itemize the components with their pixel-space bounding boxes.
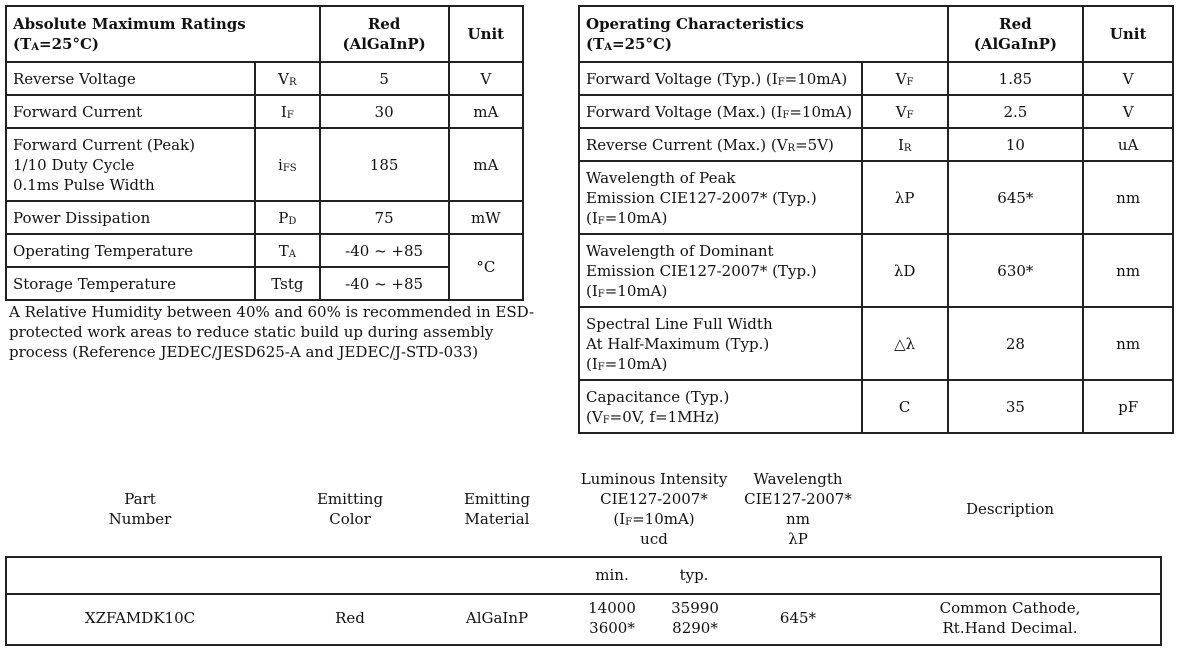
symbol: C xyxy=(862,380,948,433)
value: 1.85 xyxy=(948,62,1084,95)
description: Common Cathode, Rt.Hand Decimal. xyxy=(939,599,1081,637)
param-label: Wavelength of Peak Emission CIE127-2007* (Typ.) $(I_F=10mA)$ xyxy=(579,161,862,234)
operating-characteristics-table xyxy=(578,5,1174,434)
table-row xyxy=(579,380,1173,433)
unit: uA xyxy=(1083,128,1173,161)
header-part-number: Part Number xyxy=(108,490,172,528)
oc-title: Operating Characteristics xyxy=(586,15,805,33)
amr-title: Absolute Maximum Ratings xyxy=(13,15,246,33)
value: 35 xyxy=(948,380,1084,433)
amr-header-title xyxy=(6,6,320,62)
symbol: $i_{FS}$ xyxy=(255,128,319,201)
table-row xyxy=(6,128,523,201)
symbol: λD xyxy=(862,234,948,307)
luminous-min: 14000 3600* xyxy=(588,599,636,637)
table-row xyxy=(579,234,1173,307)
symbol: $I_R$ xyxy=(862,128,948,161)
param-label: Capacitance (Typ.) ($V_F=0V$, f=1MHz) xyxy=(579,380,862,433)
param-label: Reverse Voltage xyxy=(6,62,255,95)
amr-header-unit: Unit xyxy=(449,6,523,62)
table-row xyxy=(6,95,523,128)
symbol: △λ xyxy=(862,307,948,380)
oc-header-title xyxy=(579,6,948,62)
value: 28 xyxy=(948,307,1084,380)
param-label: Storage Temperature xyxy=(6,267,255,300)
part-number: XZFAMDK10C xyxy=(84,609,196,627)
unit: nm xyxy=(1083,234,1173,307)
value: 2.5 xyxy=(948,95,1084,128)
unit: V xyxy=(1083,62,1173,95)
value: -40 ~ +85 xyxy=(320,267,449,300)
luminous-typ: 35990 8290* xyxy=(671,599,719,637)
value: -40 ~ +85 xyxy=(320,234,449,267)
param-label: Spectral Line Full Width At Half-Maximum (Typ.) $(I_F=10mA)$ xyxy=(579,307,862,380)
value: 10 xyxy=(948,128,1084,161)
unit: nm xyxy=(1083,161,1173,234)
amr-header-red: Red (AlGaInP) xyxy=(320,6,449,62)
unit: nm xyxy=(1083,307,1173,380)
table-row xyxy=(579,128,1173,161)
unit: mW xyxy=(449,201,523,234)
symbol: λP xyxy=(862,161,948,234)
param-label: Forward Current (Peak) 1/10 Duty Cycle 0.1ms Pulse Width xyxy=(6,128,255,201)
param-label: Operating Temperature xyxy=(6,234,255,267)
table-row xyxy=(579,307,1173,380)
header-description: Description xyxy=(965,500,1055,518)
header-luminous-intensity: Luminous Intensity CIE127-2007* $(I_F=10mA)$ ucd xyxy=(580,470,728,548)
header-emitting-material: Emitting Material xyxy=(463,490,531,528)
table-row xyxy=(6,201,523,234)
table-row xyxy=(579,161,1173,234)
param-label: Reverse Current (Max.) $(V_R=5V)$ xyxy=(579,128,862,161)
oc-header-red: Red (AlGaInP) xyxy=(948,6,1084,62)
param-label: Forward Voltage (Typ.) $(I_F=10mA)$ xyxy=(579,62,862,95)
oc-condition: $(T_A=25^\circ C)$ xyxy=(586,35,673,53)
wavelength-value: 645* xyxy=(779,609,817,627)
unit: mA xyxy=(449,95,523,128)
header-emitting-color: Emitting Color xyxy=(316,490,384,528)
table-row xyxy=(6,62,523,95)
symbol: $V_R$ xyxy=(255,62,319,95)
param-label: Power Dissipation xyxy=(6,201,255,234)
table-row xyxy=(579,95,1173,128)
unit: °C xyxy=(449,234,523,300)
value: 75 xyxy=(320,201,449,234)
table-row xyxy=(579,62,1173,95)
symbol: $P_D$ xyxy=(255,201,319,234)
value: 5 xyxy=(320,62,449,95)
value: 185 xyxy=(320,128,449,201)
table-row xyxy=(6,234,523,267)
unit: V xyxy=(449,62,523,95)
humidity-note: A Relative Humidity between 40% and 60% is recommended in ESD-protected work areas to reduce static build up during assembly process (Reference JEDEC/JESD625-A and JEDEC/J-STD-033) xyxy=(9,303,535,361)
amr-condition: $(T_A=25^\circ C)$ xyxy=(13,35,100,53)
absolute-maximum-ratings-table xyxy=(5,5,524,301)
value: 630* xyxy=(948,234,1084,307)
value: 30 xyxy=(320,95,449,128)
unit: pF xyxy=(1083,380,1173,433)
symbol: $V_F$ xyxy=(862,62,948,95)
param-label: Forward Current xyxy=(6,95,255,128)
subheader-min: min. xyxy=(595,566,629,584)
subheader-typ: typ. xyxy=(679,566,709,584)
unit: mA xyxy=(449,128,523,201)
symbol: $T_A$ xyxy=(255,234,319,267)
symbol: Tstg xyxy=(255,267,319,300)
param-label: Forward Voltage (Max.) $(I_F=10mA)$ xyxy=(579,95,862,128)
value: 645* xyxy=(948,161,1084,234)
symbol: $V_F$ xyxy=(862,95,948,128)
emitting-material: AlGaInP xyxy=(465,609,529,627)
header-wavelength: Wavelength CIE127-2007* nm λP xyxy=(744,470,852,548)
oc-header-unit: Unit xyxy=(1083,6,1173,62)
symbol: $I_F$ xyxy=(255,95,319,128)
param-label: Wavelength of Dominant Emission CIE127-2007* (Typ.) $(I_F=10mA)$ xyxy=(579,234,862,307)
unit: V xyxy=(1083,95,1173,128)
table-row xyxy=(6,267,523,300)
emitting-color: Red xyxy=(335,609,365,627)
